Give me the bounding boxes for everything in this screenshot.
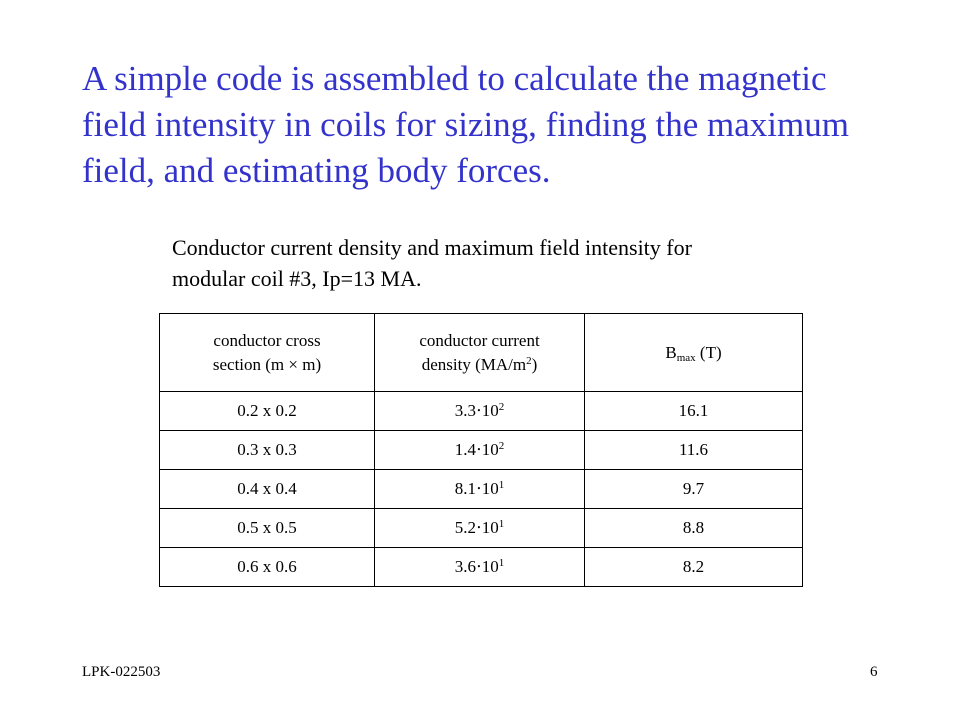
cell-section: 0.3 x 0.3 xyxy=(160,431,375,470)
cell-density: $3.3\cdot 10^2$ xyxy=(375,392,585,431)
cell-bmax: 16.1 xyxy=(585,392,803,431)
header-bmax: $B_{max}$ (T) xyxy=(585,314,803,392)
caption-line-2: modular coil #3, Ip=13 MA. xyxy=(172,266,422,291)
table-row xyxy=(160,470,803,509)
title-line-1: A simple code is assembled to calculate the magnetic xyxy=(82,59,827,98)
cell-section: 0.4 x 0.4 xyxy=(160,470,375,509)
caption-line-1: Conductor current density and maximum field intensity for xyxy=(172,235,692,260)
cell-section: 0.2 x 0.2 xyxy=(160,392,375,431)
footer-document-id: LPK-022503 xyxy=(82,664,161,680)
cell-section: 0.5 x 0.5 xyxy=(160,509,375,548)
table-caption xyxy=(172,232,872,294)
cell-density: $1.4\cdot 10^2$ xyxy=(375,431,585,470)
cell-density: $5.2\cdot 10^1$ xyxy=(375,509,585,548)
cell-bmax: 11.6 xyxy=(585,431,803,470)
cell-density: $3.6\cdot 10^1$ xyxy=(375,548,585,587)
table-row xyxy=(160,431,803,470)
slide-title xyxy=(82,56,912,194)
cell-density: $8.1\cdot 10^1$ xyxy=(375,470,585,509)
header-cross-section: conductor cross section (m × m) xyxy=(160,314,375,392)
cell-bmax: 9.7 xyxy=(585,470,803,509)
cell-bmax: 8.2 xyxy=(585,548,803,587)
footer-page-number: 6 xyxy=(870,664,878,680)
table-row xyxy=(160,509,803,548)
coil-data-table xyxy=(159,313,803,587)
title-line-2: field intensity in coils for sizing, finding the maximum xyxy=(82,105,849,144)
cell-section: 0.6 x 0.6 xyxy=(160,548,375,587)
table-row xyxy=(160,392,803,431)
table-row xyxy=(160,548,803,587)
title-line-3: field, and estimating body forces. xyxy=(82,151,551,190)
table-header-row xyxy=(160,314,803,392)
header-current-density: conductor current density $(MA/m^2)$ xyxy=(375,314,585,392)
cell-bmax: 8.8 xyxy=(585,509,803,548)
